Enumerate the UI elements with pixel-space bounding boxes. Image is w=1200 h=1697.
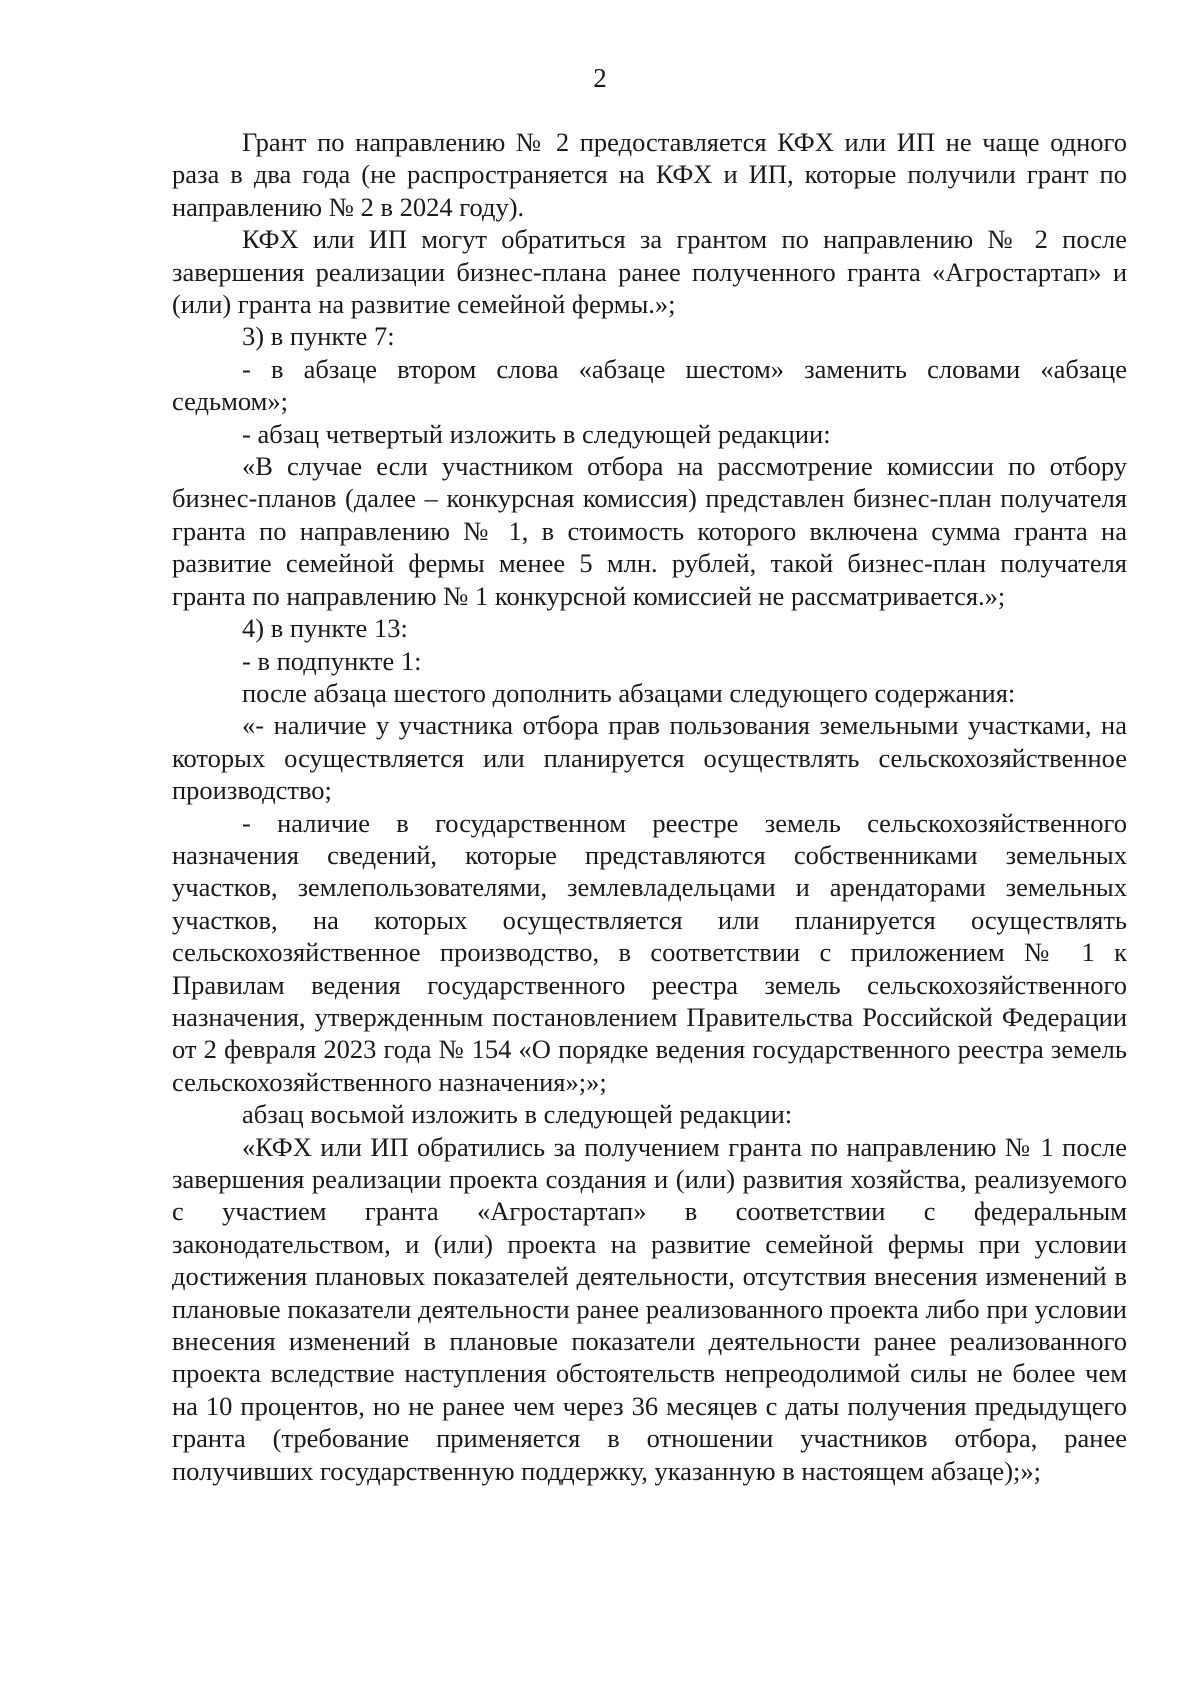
- document-body: [172, 126, 1127, 1487]
- paragraph-grant-frequency: Грант по направлению № 2 предоставляется КФХ или ИП не чаще одного раза в два года (не распространяется на КФХ и ИП, которые получили грант по направлению № 2 в 2024 году).: [172, 127, 1127, 222]
- paragraph-item-4: 4) в пункте 13:: [242, 613, 408, 644]
- paragraph-item-3: 3) в пункте 7:: [242, 321, 395, 352]
- paragraph-add-after-sixth: после абзаца шестого дополнить абзацами следующего содержания:: [242, 677, 1016, 708]
- paragraph-item-3-sub-2: - абзац четвертый изложить в следующей редакции:: [242, 418, 831, 449]
- paragraph-item-4-sub-1: - в подпункте 1:: [242, 645, 422, 676]
- paragraph-eighth-abzac: абзац восьмой изложить в следующей редакции:: [242, 1099, 793, 1130]
- paragraph-land-rights: «- наличие у участника отбора прав пользования земельными участками, на которых осуществляется или планируется осуществлять сельскохозяйственное производство;: [172, 710, 1127, 806]
- paragraph-business-plan-rule: «В случае если участником отбора на рассмотрение комиссии по отбору бизнес-планов (далее – конкурсная комиссия) представлен бизнес-план получателя гранта по направлению № 1, в стоимость которого включена сумма гранта на развитие семейной фермы менее 5 млн. рублей, такой бизнес-план получателя гранта по направлению № 1 конкурсной комиссией не рассматривается.»;: [172, 451, 1127, 611]
- paragraph-item-3-sub-1: - в абзаце втором слова «абзаце шестом» заменить словами «абзаце седьмом»;: [172, 353, 1127, 417]
- paragraph-land-registry: - наличие в государственном реестре земель сельскохозяйственного назначения сведений, которые представляются собственниками земельных участков, землепользователями, землевладельцами и арендаторами земельных участков, на которых осуществляется или планируется осуществлять сельскохозяйственное производство, в соответствии с приложением № 1 к Правилам ведения государственного реестра земель сельскохозяйственного назначения, утвержденным постановлением Правительства Российской Федерации от 2 февраля 2023 года № 154 «О порядке ведения государственного реестра земель сельскохозяйственного назначения»;»;: [172, 807, 1127, 1097]
- paragraph-grant-conditions: «КФХ или ИП обратились за получением гранта по направлению № 1 после завершения реализации проекта создания и (или) развития хозяйства, реализуемого с участием гранта «Агростартап» в соответствии с федеральным законодательством, и (или) проекта на развитие семейной фермы при условии достижения плановых показателей деятельности, отсутствия внесения изменений в плановые показатели деятельности ранее реализованного проекта либо при условии внесения изменений в плановые показатели деятельности ранее реализованного проекта вследствие наступления обстоятельств непреодолимой силы не более чем на 10 процентов, но не ранее чем через 36 месяцев с даты получения предыдущего гранта (требование применяется в отношении участников отбора, ранее получивших государственную поддержку, указанную в настоящем абзаце);»;: [172, 1131, 1127, 1486]
- paragraph-grant-after-completion: КФХ или ИП могут обратиться за грантом по направлению № 2 после завершения реализации бизнес-плана ранее полученного гранта «Агростартап» и (или) гранта на развитие семейной фермы.»;: [172, 224, 1127, 320]
- page-number: 2: [593, 63, 607, 93]
